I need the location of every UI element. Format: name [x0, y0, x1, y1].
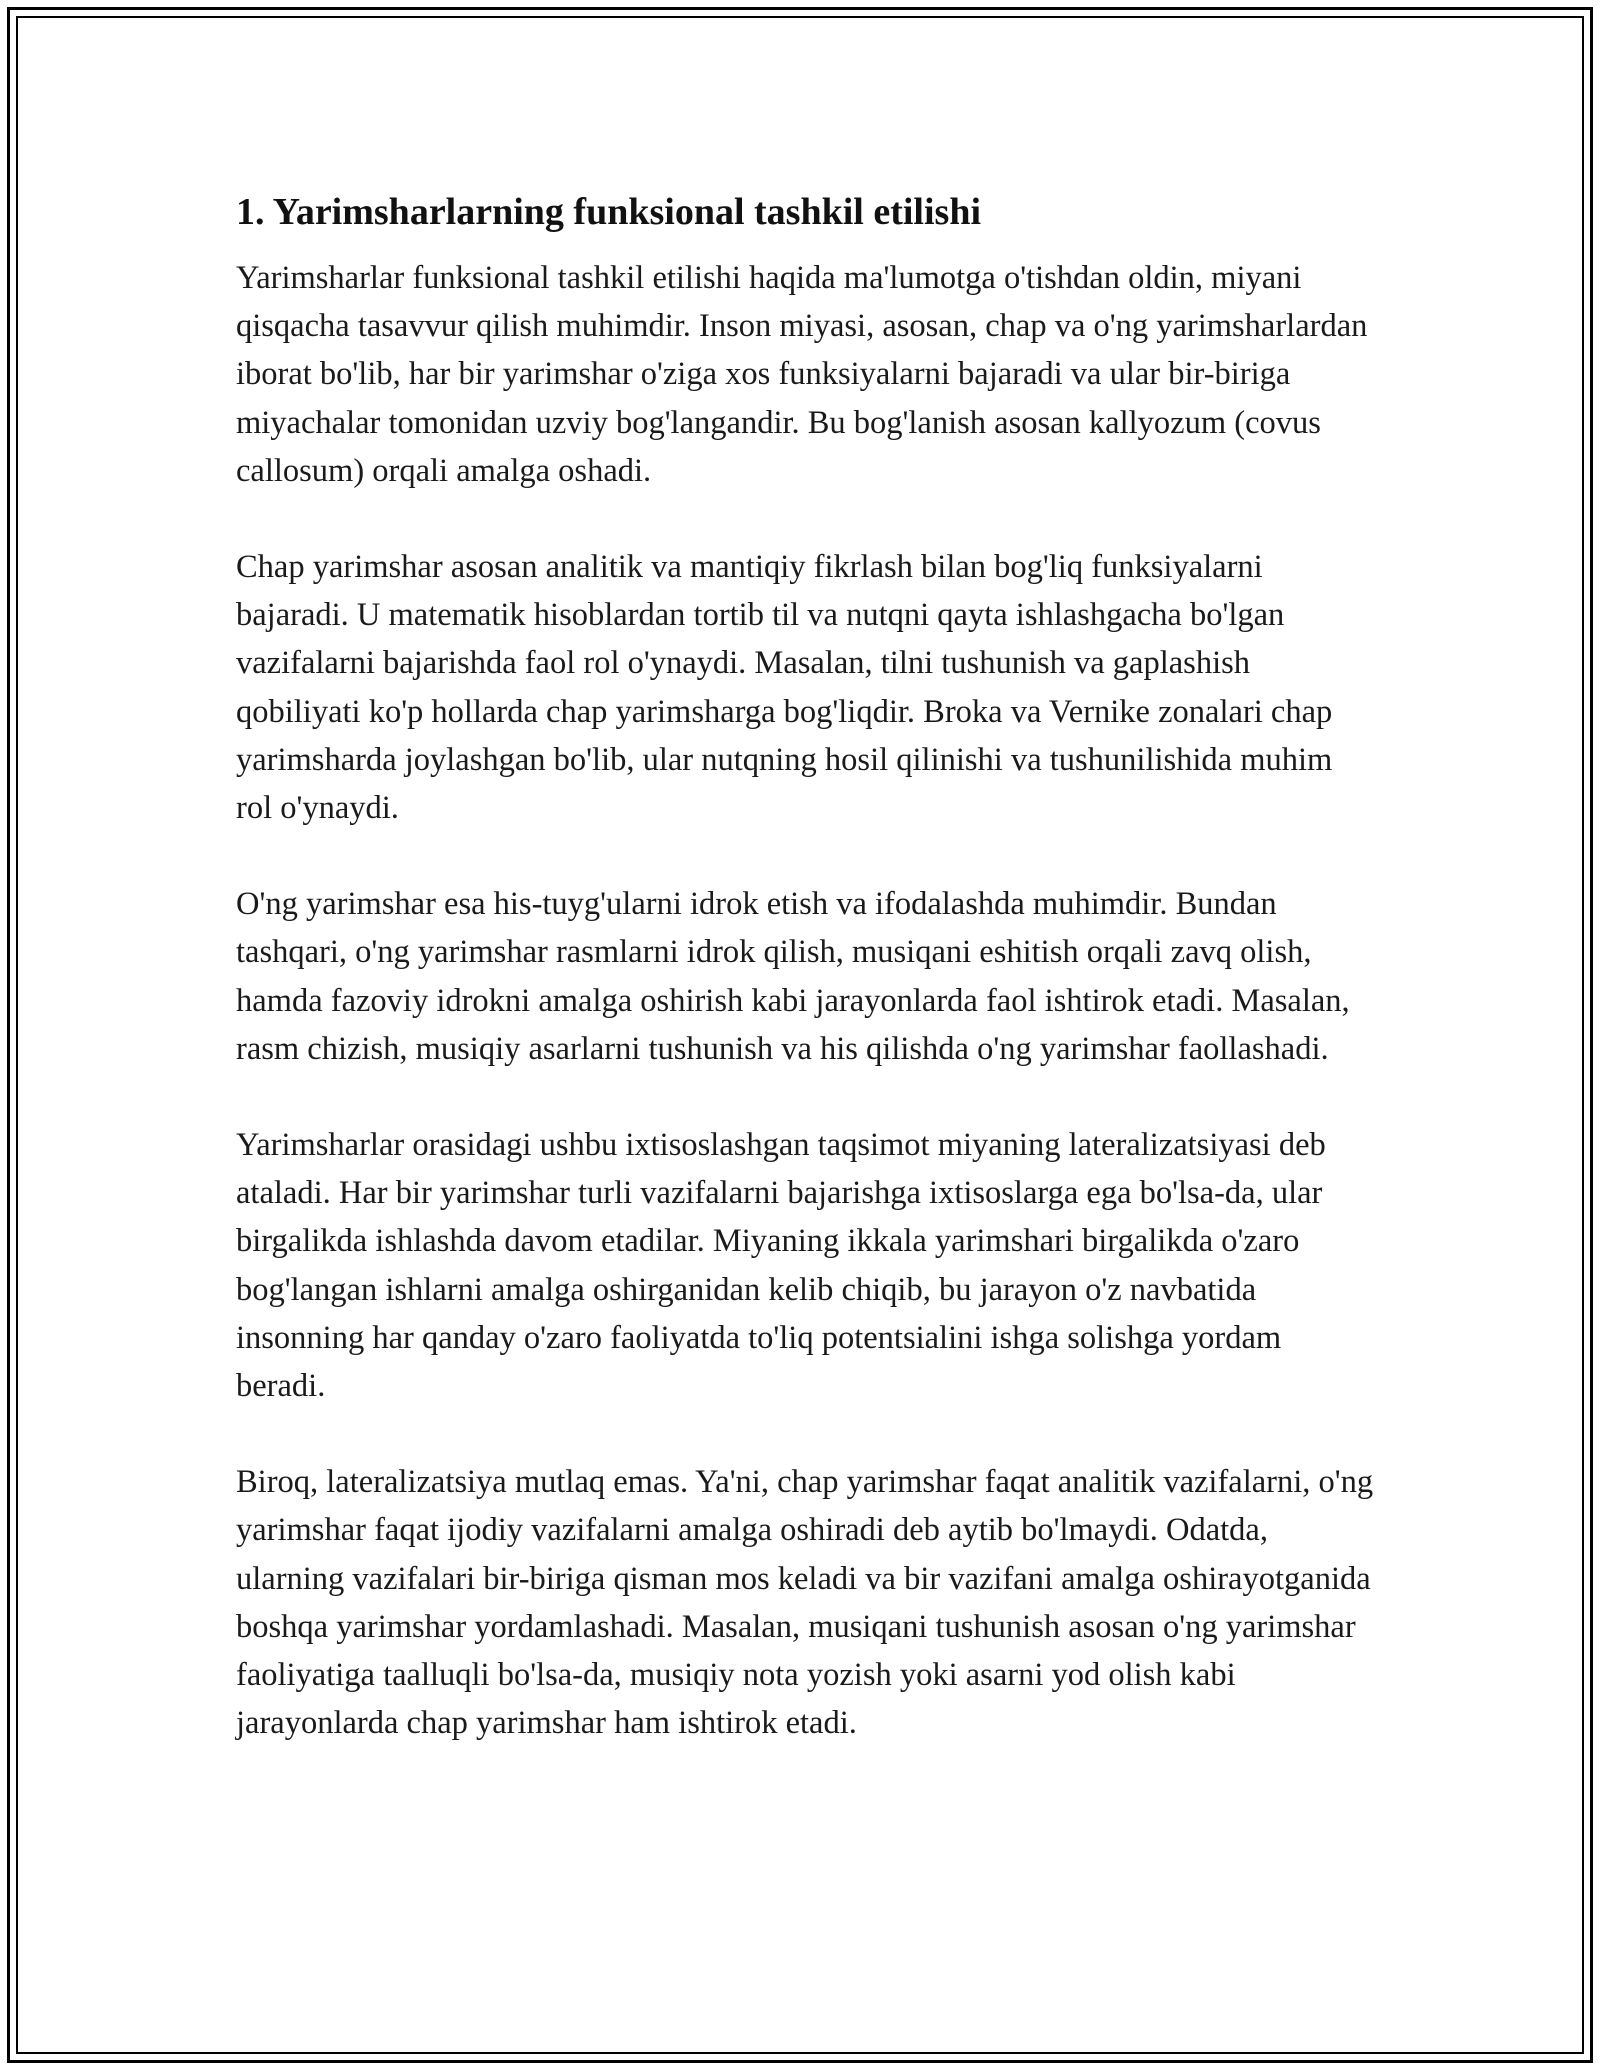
paragraph-intro: Yarimsharlar funksional tashkil etilishi haqida ma'lumotga o'tishdan oldin, miyani qisqacha tasavvur qilish muhimdir. Inson miyasi, asosan, chap va o'ng yarimsharlardan iborat bo'lib, har bir yarimshar o'ziga xos funksiyalarni bajaradi va ular bir-biriga miyachalar tomonidan uzviy bog'langandir. Bu bog'lanish asosan kallyozum (covus callosum) orqali amalga oshadi.: [236, 260, 1368, 489]
paragraph-lateralization: Yarimsharlar orasidagi ushbu ixtisoslashgan taqsimot miyaning lateralizatsiyasi deb ataladi. Har bir yarimshar turli vazifalarni bajarishga ixtisoslarga ega bo'lsa-da, ular birgalikda ishlashda davom etadilar. Miyaning ikkala yarimshari birgalikda o'zaro bog'langan ishlarni amalga oshirganidan kelib chiqib, bu jarayon o'z navbatida insonning har qanday o'zaro faoliyatda to'liq potentsialini ishga solishga yordam beradi.: [236, 1127, 1326, 1405]
document-body: [236, 186, 1376, 1747]
paragraph-right-hemisphere: O'ng yarimshar esa his-tuyg'ularni idrok etish va ifodalashda muhimdir. Bundan tashqari, o'ng yarimshar rasmlarni idrok qilish, musiqani eshitish orqali zavq olish, hamda fazoviy idrokni amalga oshirish kabi jarayonlarda faol ishtirok etadi. Masalan, rasm chizish, musiqiy asarlarni tushunish va his qilishda o'ng yarimshar faollashadi.: [236, 886, 1350, 1067]
document-title: 1. Yarimsharlarning funksional tashkil etilishi: [236, 191, 982, 233]
paragraph-left-hemisphere: Chap yarimshar asosan analitik va mantiqiy fikrlash bilan bog'liq funksiyalarni bajaradi. U matematik hisoblardan tortib til va nutqni qayta ishlashgacha bo'lgan vazifalarni bajarishda faol rol o'ynaydi. Masalan, tilni tushunish va gaplashish qobiliyati ko'p hollarda chap yarimsharga bog'liqdir. Broka va Vernike zonalari chap yarimsharda joylashgan bo'lib, ular nutqning hosil qilinishi va tushunilishida muhim rol o'ynaydi.: [236, 549, 1333, 827]
paragraph-conclusion: Biroq, lateralizatsiya mutlaq emas. Ya'ni, chap yarimshar faqat analitik vazifalarni, o'ng yarimshar faqat ijodiy vazifalarni amalga oshiradi deb aytib bo'lmaydi. Odatda, ularning vazifalari bir-biriga qisman mos keladi va bir vazifani amalga oshirayotganida boshqa yarimshar yordamlashadi. Masalan, musiqani tushunish asosan o'ng yarimshar faoliyatiga taalluqli bo'lsa-da, musiqiy nota yozish yoki asarni yod olish kabi jarayonlarda chap yarimshar ham ishtirok etadi.: [236, 1464, 1374, 1742]
